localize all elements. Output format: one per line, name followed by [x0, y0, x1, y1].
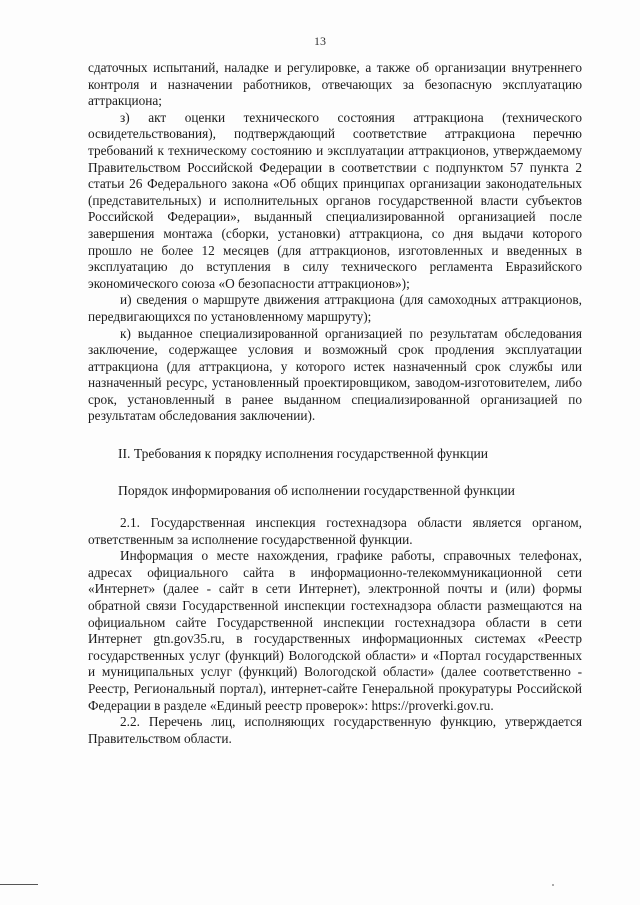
footer-rule	[0, 884, 38, 885]
document-body	[88, 60, 582, 747]
paragraph-2-1: 2.1. Государственная инспекция гостехнадзора области является органом, ответственным за исполнение государственной функции.	[88, 515, 582, 547]
paragraph-item-k: к) выданное специализированной организацией по результатам обследования заключение, содержащее условия и возможный срок продления эксплуатации аттракциона (для аттракциона, у которого истек назначенный срок службы или назначенный ресурс, установленный проектировщиком, заводом-изготовителем, либо срок, установленный в ранее выданном специализированной организацией по результатам обследования заключении).	[88, 325, 582, 424]
spacer	[88, 499, 582, 515]
paragraph-item-i: и) сведения о маршруте движения аттракциона (для самоходных аттракционов, передвигающихся по установленному маршруту);	[88, 292, 582, 324]
paragraph-item-z: з) акт оценки технического состояния аттракциона (технического освидетельствования), подтверждающий соответствие аттракциона перечню требований к техническому состоянию и эксплуатации аттракционов, утверждаемому Правительством Российской Федерации в соответствии с подпунктом 57 пункта 2 статьи 26 Федерального закона «Об общих принципах организации законодательных (представительных) и исполнительных органов государственной власти субъектов Российской Федерации», выданный специализированной организацией после завершения монтажа (сборки, установки) аттракциона, со дня выдачи которого прошло не более 12 месяцев (для аттракционов, изготовленных и введенных в эксплуатацию до вступления в силу технического регламента Евразийского экономического союза «О безопасности аттракционов»);	[88, 109, 582, 291]
spacer	[88, 425, 582, 445]
paragraph-2-2: 2.2. Перечень лиц, исполняющих государственную функцию, утверждается Правительством области.	[88, 714, 582, 746]
page-number: 13	[314, 34, 326, 48]
scan-mark	[552, 884, 554, 886]
subsection-heading: Порядок информирования об исполнении государственной функции	[118, 483, 515, 499]
paragraph-information: Информация о месте нахождения, графике работы, справочных телефонах, адресах официального сайта в информационно-телекоммуникационной сети «Интернет» (далее - сайт в сети Интернет), электронной почты и (или) формы обратной связи Государственной инспекции гостехнадзора области размещаются на официальном сайте Государственной инспекции гостехнадзора области в сети Интернет gtn.gov35.ru, в государственных информационных системах «Реестр государственных услуг (функций) Вологодской области» и «Портал государственных и муниципальных услуг (функций) Вологодской области» (далее соответственно - Реестр, Региональный портал), интернет-сайте Генеральной прокуратуры Российской Федерации в разделе «Единый реестр проверок»: https://proverki.gov.ru.	[88, 548, 582, 713]
paragraph-continuation: сдаточных испытаний, наладке и регулировке, а также об организации внутреннего контроля и назначении работников, отвечающих за безопасную эксплуатацию аттракциона;	[88, 60, 582, 109]
section-heading: II. Требования к порядку исполнения государственной функции	[118, 446, 489, 462]
spacer	[88, 462, 582, 482]
